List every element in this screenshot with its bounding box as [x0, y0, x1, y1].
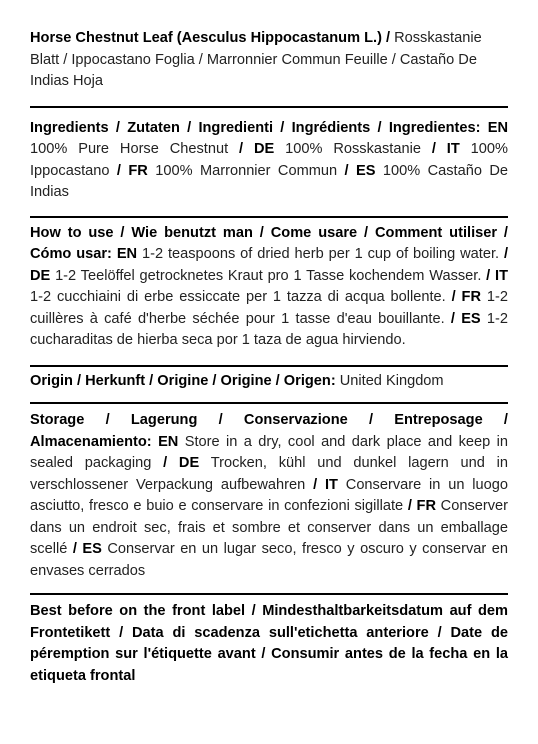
product-name-translations: Rosskastanie Blatt / Ippocastano Foglia / Marronnier Commun Feuille / Castaño De Indias Hoja [30, 30, 482, 89]
product-name-section [30, 28, 508, 93]
product-name-latin: Horse Chestnut Leaf (Aesculus Hippocastanum L.) / [30, 30, 391, 46]
lang-code-en: EN [158, 433, 179, 450]
lang-code-es: / ES [72, 541, 102, 557]
ingredients-en: 100% Pure Horse Chestnut [30, 141, 240, 157]
lang-code-fr: / FR [407, 498, 437, 514]
storage-it: Conservare in un luogo asciutto, fresco e buio e conservare in confezioni sigillate [30, 476, 508, 514]
lang-code-de: / DE [239, 141, 275, 157]
section-divider [30, 593, 508, 595]
how-to-use-heading: How to use / Wie benutzt man / Come usare / Comment utiliser / Cómo usar: [30, 224, 508, 262]
storage-de: Trocken, kühl und dunkel lagern und in verschlossener Verpackung aufbewahren [30, 455, 508, 493]
how-to-use-fr: 1-2 cuillères à café d'herbe séchée pour 1 tasse d'eau bouillante. [30, 289, 508, 327]
origin-value: United Kingdom [335, 372, 444, 389]
ingredients-section [30, 118, 508, 204]
how-to-use-it: 1-2 cucchiaini di erbe essiccate per 1 tazza di acqua bollente. [30, 289, 452, 305]
lang-code-it: / IT [486, 267, 508, 284]
storage-section [30, 410, 508, 582]
storage-en: Store in a dry, cool and dark place and keep in sealed packaging [30, 433, 509, 471]
best-before-section [30, 601, 508, 687]
origin-section [30, 371, 508, 393]
lang-code-en: EN [487, 119, 509, 136]
lang-code-it: / IT [431, 141, 460, 157]
how-to-use-en: 1-2 teaspoons of dried herb per 1 cup of boiling water. [137, 246, 504, 262]
lang-code-es: / ES [344, 162, 376, 179]
ingredients-es: 100% Castaño De Indias [30, 162, 508, 200]
storage-fr: Conserver dans un endroit sec, frais et sombre et conserver dans un emballage scellé [30, 498, 508, 557]
origin-heading: Origin / Herkunft / Origine / Origine / Origen: [30, 372, 336, 389]
section-divider [30, 365, 508, 367]
lang-code-fr: / FR [116, 162, 148, 179]
lang-code-de: / DE [30, 246, 509, 284]
lang-code-de: / DE [163, 455, 200, 471]
storage-heading: Storage / Lagerung / Conservazione / Entreposage / Almacenamiento: [30, 412, 508, 450]
ingredients-de: 100% Rosskastanie [274, 141, 432, 157]
lang-code-es: / ES [450, 310, 481, 327]
how-to-use-es: 1-2 cucharaditas de hierba seca por 1 taza de agua hirviendo. [30, 310, 509, 348]
ingredients-it: 100% Ippocastano [30, 141, 508, 179]
how-to-use-section [30, 223, 508, 352]
lang-code-fr: / FR [451, 289, 481, 305]
how-to-use-de: 1-2 Teelöffel getrocknetes Kraut pro 1 Tasse kochendem Wasser. [50, 267, 487, 284]
section-divider [30, 216, 508, 218]
ingredients-heading: Ingredients / Zutaten / Ingredienti / Ingrédients / Ingredientes: [30, 119, 481, 136]
storage-es: Conservar en un lugar seco, fresco y oscuro y conservar en envases cerrados [30, 541, 508, 579]
best-before-text: Best before on the front label / Mindesthaltbarkeitsdatum auf dem Frontetikett / Data di scadenza sull'etichetta anteriore / Date de péremption sur l'étiquette avant / Consumir antes de la fecha en la etiqueta frontal [30, 603, 508, 684]
section-divider [30, 402, 508, 404]
lang-code-it: / IT [313, 476, 338, 493]
section-divider [30, 106, 508, 108]
lang-code-en: EN [116, 246, 138, 262]
ingredients-fr: 100% Marronnier Commun [147, 162, 345, 179]
